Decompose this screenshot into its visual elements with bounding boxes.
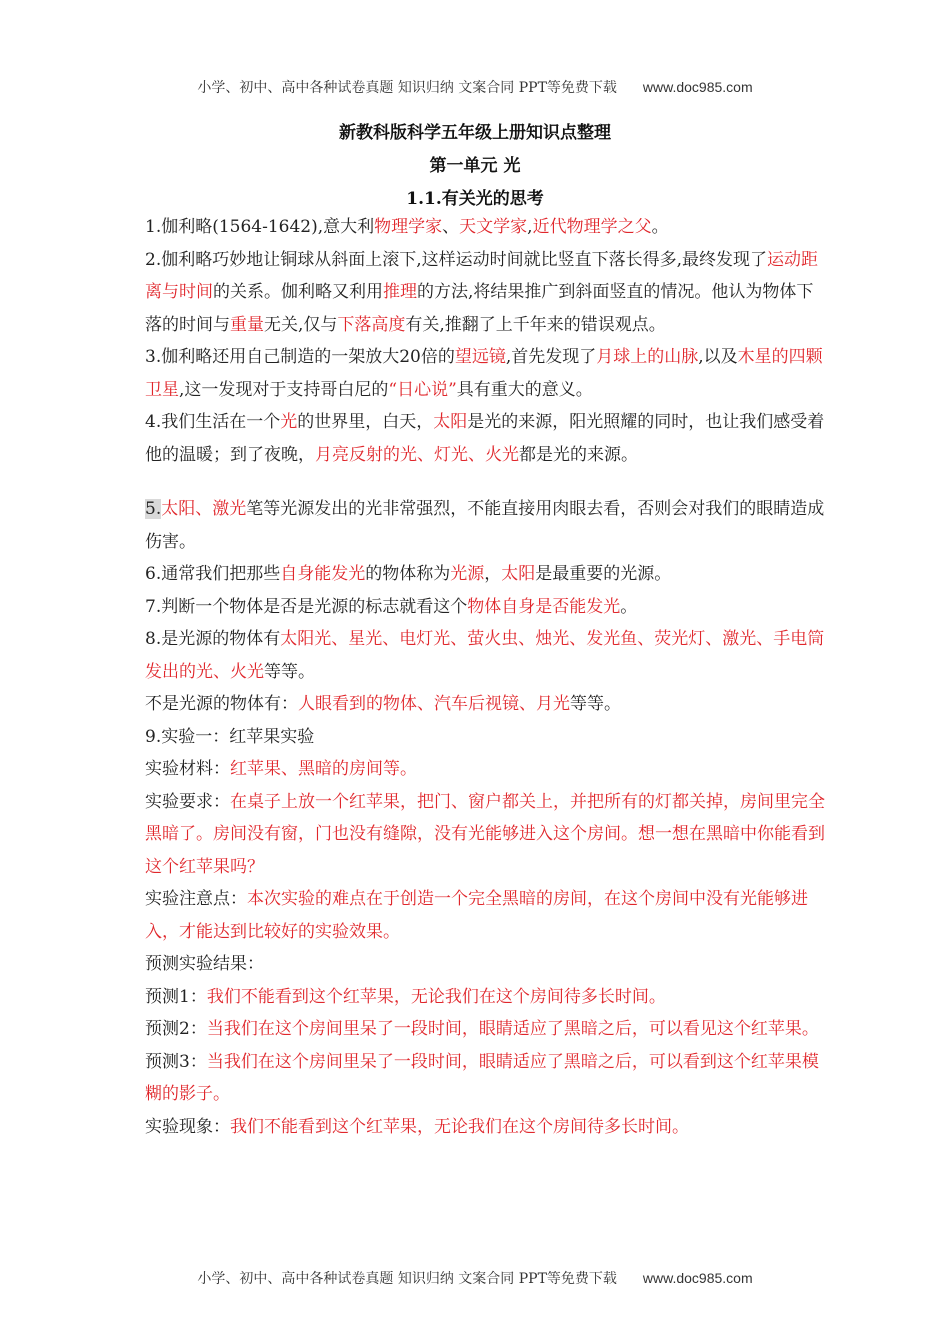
paragraph (145, 948, 825, 981)
highlighted-text: 月球上的山脉 (596, 347, 699, 367)
text-run: 笔等光源发出的光非常强烈，不能直接用肉眼去看，否则会对我们的眼睛造成伤害。 (145, 499, 825, 552)
paragraph (145, 786, 825, 884)
text-run: 4.我们生活在一个 (145, 412, 281, 432)
footer-text: 小学、初中、高中各种试卷真题 知识归纳 文案合同 PPT等免费下载 (197, 1271, 617, 1287)
paragraph (145, 341, 825, 406)
highlighted-text: 红苹果、黑暗的房间等。 (230, 759, 417, 779)
text-run: 。 (651, 217, 669, 237)
highlighted-text: 重量 (230, 314, 264, 335)
text-run: 实验现象： (145, 1116, 230, 1137)
paragraph (145, 244, 825, 342)
header-url: www.doc985.com (642, 79, 753, 95)
highlighted-text: 运动距离与时间 (145, 249, 819, 302)
text-run: 不是光源的物体有： (145, 694, 298, 714)
text-run: 预测2： (145, 1019, 207, 1039)
highlighted-text: 太阳 (433, 412, 468, 432)
highlighted-text: 本次实验的难点在于创造一个完全黑暗的房间，在这个房间中没有光能够进入，才能达到比较好的实验效果。 (145, 889, 808, 942)
text-run: 9.实验一：红苹果实验 (145, 726, 315, 747)
paragraph (145, 558, 825, 591)
text-run: 、 (442, 217, 460, 237)
text-run: 无关,仅与 (264, 314, 338, 335)
highlighted-text: 物体自身是否能发光 (467, 596, 621, 617)
highlighted-text: 近代物理学之父 (532, 217, 652, 237)
text-run: 有关,推翻了上千年来的错误观点。 (405, 314, 666, 335)
text-run: 5. (145, 499, 162, 519)
paragraph (145, 591, 825, 624)
text-run: 6.通常我们把那些 (145, 564, 281, 584)
text-run: 7.判断一个物体是否是光源的标志就看这个 (145, 596, 468, 617)
highlighted-text: 天文学家 (459, 217, 528, 237)
text-run: 的方法,将结果推广到斜面竖直的情况。他认为物体下落的时间与 (145, 282, 814, 335)
page-header (0, 77, 950, 97)
paragraph (145, 1111, 825, 1144)
text-run: 等等。 (264, 661, 315, 682)
header-text: 小学、初中、高中各种试卷真题 知识归纳 文案合同 PPT等免费下载 (197, 80, 617, 96)
highlighted-text: 在桌子上放一个红苹果，把门、窗户都关上，并把所有的灯都关掉，房间里完全黑暗了。房间没有窗，门也没有缝隙，没有光能够进入这个房间。想一想在黑暗中你能看到这个红苹果吗？ (145, 791, 825, 877)
highlighted-text: 光源 (450, 564, 485, 584)
text-run: ， (484, 564, 502, 584)
paragraph (145, 1013, 825, 1046)
highlighted-text: 太阳、激光 (161, 499, 247, 519)
text-run: 实验要求： (145, 791, 230, 812)
highlighted-text: 我们不能看到这个红苹果，无论我们在这个房间待多长时间。 (206, 986, 666, 1007)
highlighted-text: 物理学家 (374, 217, 443, 237)
text-run: 都是光的来源。 (519, 444, 638, 465)
highlighted-text: 自身能发光 (280, 564, 366, 584)
document-title: 新教科版科学五年级上册知识点整理 (339, 123, 611, 143)
text-run: ,以及 (698, 347, 738, 367)
paragraph (145, 753, 825, 786)
text-run: 实验注意点： (145, 889, 247, 909)
text-run: 预测实验结果： (145, 954, 264, 974)
highlighted-text: 太阳 (501, 564, 536, 584)
text-run: 2.伽利略巧妙地让铜球从斜面上滚下,这样运动时间就比竖直下落长得多,最终发现了 (145, 249, 768, 270)
footer-url: www.doc985.com (642, 1270, 753, 1286)
highlighted-text: 木星的四颗卫星 (145, 347, 823, 400)
text-run: 的世界里，白天， (297, 412, 434, 432)
text-run: , (527, 217, 533, 237)
text-run: 是最重要的光源。 (535, 564, 672, 584)
unit-title: 第一单元 光 (429, 156, 521, 176)
page-footer (0, 1268, 950, 1288)
text-run: 8.是光源的物体有 (145, 629, 281, 649)
paragraph (145, 883, 825, 948)
text-run: 具有重大的意义。 (456, 379, 593, 400)
text-run: 等等。 (570, 694, 621, 714)
paragraph (145, 688, 825, 721)
text-run: 的物体称为 (365, 564, 451, 584)
text-run: 实验材料： (145, 759, 230, 779)
document-body (145, 211, 825, 1143)
paragraph (145, 623, 825, 688)
highlighted-text: 下落高度 (337, 314, 406, 335)
paragraph (145, 493, 825, 558)
paragraph (145, 1046, 825, 1111)
text-run: ,这一发现对于支持哥白尼的 (179, 379, 389, 400)
paragraph (145, 211, 825, 244)
highlighted-text: 人眼看到的物体、汽车后视镜、月光 (298, 694, 570, 714)
highlighted-text: 望远镜 (454, 347, 506, 367)
text-run: 预测3： (145, 1051, 207, 1072)
text-run: 的关系。伽利略又利用 (213, 282, 383, 302)
highlighted-text: 当我们在这个房间里呆了一段时间，眼睛适应了黑暗之后，可以看见这个红苹果。 (206, 1019, 819, 1039)
highlighted-text: 推理 (383, 282, 417, 302)
paragraph (145, 406, 825, 471)
text-run: 3.伽利略还用自己制造的一架放大20倍的 (145, 347, 455, 367)
lesson-title: 1.1.有关光的思考 (406, 189, 544, 209)
text-run: ,首先发现了 (505, 347, 597, 367)
highlighted-text: 当我们在这个房间里呆了一段时间，眼睛适应了黑暗之后，可以看到这个红苹果模糊的影子。 (145, 1051, 819, 1104)
highlighted-text: “日心说” (388, 379, 457, 400)
highlighted-text: 月亮反射的光、灯光、火光 (315, 444, 519, 465)
text-run: 。 (620, 596, 638, 617)
highlighted-text: 我们不能看到这个红苹果，无论我们在这个房间待多长时间。 (230, 1116, 689, 1137)
text-run: 1.伽利略(1564-1642),意大利 (145, 217, 375, 237)
text-run: 是光的来源，阳光照耀的同时，也让我们感受着他的温暖；到了夜晚， (145, 412, 825, 465)
text-run: 预测1： (145, 986, 207, 1007)
highlighted-text: 光 (280, 412, 298, 432)
highlighted-text: 太阳光、星光、电灯光、萤火虫、烛光、发光鱼、荧光灯、激光、手电筒发出的光、火光 (145, 629, 825, 682)
paragraph (145, 981, 825, 1014)
paragraph (145, 721, 825, 754)
